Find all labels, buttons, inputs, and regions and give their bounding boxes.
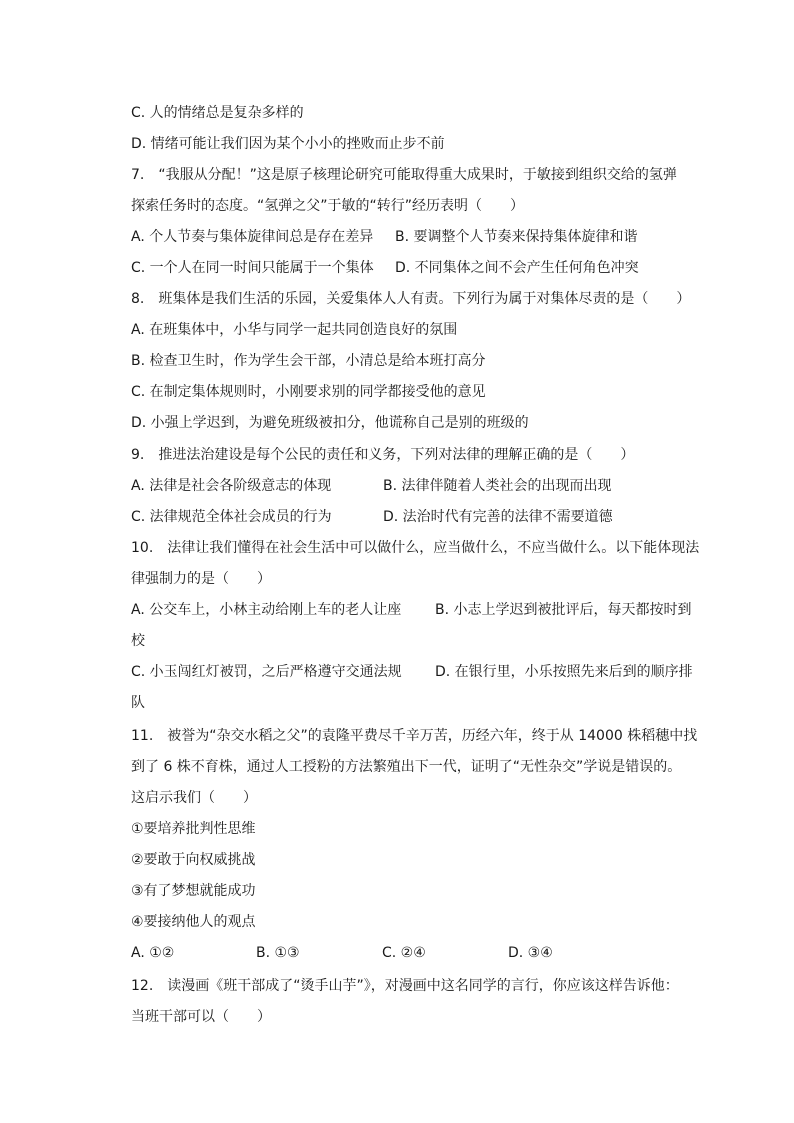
q8-option-b: B. 检查卫生时，作为学生会干部，小清总是给本班打高分: [131, 353, 486, 369]
q10-option-a: A. 公交车上，小林主动给刚上车的老人让座: [131, 602, 402, 618]
q11-option-a: A. ①②: [131, 945, 175, 961]
q10-option-d: D. 在银行里，小乐按照先来后到的顺序排: [435, 664, 693, 680]
q10-option-b: B. 小志上学迟到被批评后，每天都按时到: [435, 602, 692, 618]
q7-option-a: A. 个人节奏与集体旋律间总是存在差异: [131, 229, 374, 245]
q9-option-b: B. 法律伴随着人类社会的出现而出现: [383, 478, 612, 494]
q8-option-a: A. 在班集体中，小华与同学一起共同创造良好的氛围: [131, 322, 458, 338]
q11-option-c: C. ②④: [382, 945, 426, 961]
q11-statement-4: ④要接纳他人的观点: [131, 914, 256, 930]
q7-stem-line1: 7. “我服从分配！”这是原子核理论研究可能取得重大成果时，于敏接到组织交给的氢弹: [131, 167, 677, 183]
q11-stem-line1: 11. 被誉为“杂交水稻之父”的袁隆平费尽千辛万苦，历经六年，终于从 14000 株稻穗中找: [131, 728, 698, 744]
q11-statement-3: ③有了梦想就能成功: [131, 883, 256, 899]
q7-option-d: D. 不同集体之间不会产生任何角色冲突: [395, 260, 639, 276]
q8-stem-line1: 8. 班集体是我们生活的乐园，关爱集体人人有责。下列行为属于对集体尽责的是（ ）: [131, 291, 691, 307]
q7-stem-line2: 探索任务时的态度。“氢弹之父”于敏的“转行”经历表明（ ）: [131, 198, 525, 214]
q9-option-c: C. 法律规范全体社会成员的行为: [131, 509, 332, 525]
q12-stem-line2: 当班干部可以（ ）: [131, 1009, 271, 1025]
q7-option-b: B. 要调整个人节奏来保持集体旋律和谐: [395, 229, 638, 245]
q8-option-c: C. 在制定集体规则时，小刚要求别的同学都接受他的意见: [131, 384, 486, 400]
q10-stem-line1: 10. 法律让我们懂得在社会生活中可以做什么，应当做什么，不应当做什么。以下能体现法: [131, 540, 700, 556]
q6-option-c: C. 人的情绪总是复杂多样的: [131, 105, 304, 121]
q11-statement-2: ②要敢于向权威挑战: [131, 852, 256, 868]
q11-stem-line3: 这启示我们（ ）: [131, 790, 257, 806]
q11-option-d: D. ③④: [508, 945, 553, 961]
q8-option-d: D. 小强上学迟到，为避免班级被扣分，他谎称自己是别的班级的: [131, 415, 529, 431]
q7-option-c: C. 一个人在同一时间只能属于一个集体: [131, 260, 374, 276]
q11-option-b: B. ①③: [256, 945, 300, 961]
q6-option-d: D. 情绪可能让我们因为某个小小的挫败而止步不前: [131, 136, 445, 152]
q10-stem-line2: 律强制力的是（ ）: [131, 571, 271, 587]
q10-option-c: C. 小玉闯红灯被罚，之后严格遵守交通法规: [131, 664, 402, 680]
q10-option-b-continued: 校: [131, 633, 145, 649]
q10-option-d-continued: 队: [131, 695, 145, 711]
q11-stem-line2: 到了 6 株不育株，通过人工授粉的方法繁殖出下一代，证明了“无性杂交”学说是错误的。: [131, 759, 682, 775]
q12-stem-line1: 12. 读漫画《班干部成了“烫手山芋”》，对漫画中这名同学的言行，你应该这样告诉他：: [131, 978, 679, 994]
q11-statement-1: ①要培养批判性思维: [131, 821, 256, 837]
q9-option-d: D. 法治时代有完善的法律不需要道德: [383, 509, 613, 525]
q9-stem-line1: 9. 推进法治建设是每个公民的责任和义务，下列对法律的理解正确的是（ ）: [131, 447, 635, 463]
q9-option-a: A. 法律是社会各阶级意志的体现: [131, 478, 332, 494]
